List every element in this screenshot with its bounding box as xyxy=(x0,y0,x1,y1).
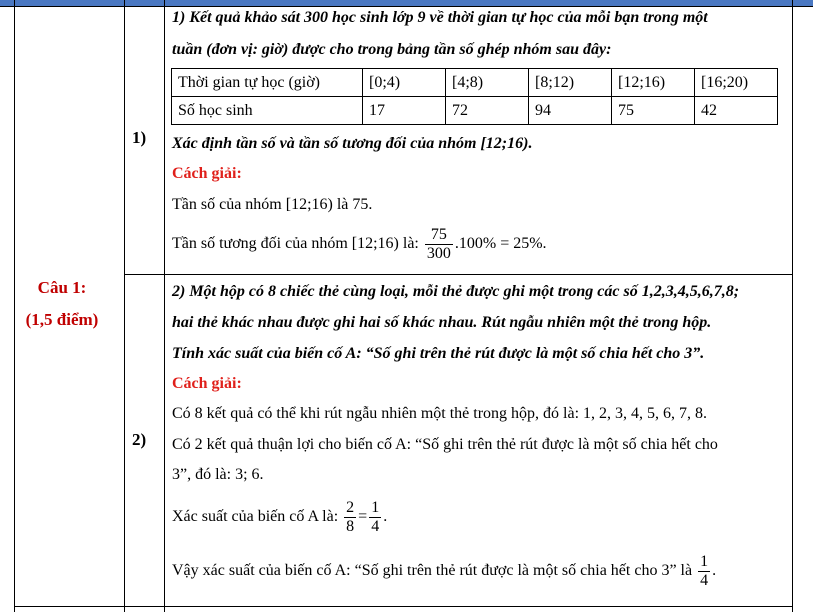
question-score: (1,5 điểm) xyxy=(25,310,99,329)
fraction-75-300: $\frac{75}{300}$ xyxy=(426,225,451,262)
part-2-solution-label: Cách giải: xyxy=(172,375,242,392)
part-2-question-line-3: Tính xác suất của biến cố A: “Số ghi trên thẻ rút được là một số chia hết cho 3”. xyxy=(172,345,705,362)
part-1-solution-label: Cách giải: xyxy=(172,165,242,182)
table-cell: [0;4) xyxy=(363,69,446,97)
part-1-solution-2: Tần số tương đối của nhóm [12;16) là: $\frac{75}{300}$ .100% = 25%. xyxy=(172,225,547,262)
part-2-solution-2-line-1: Có 2 kết quả thuận lợi cho biến cố A: “Số ghi trên thẻ rút được là một số chia hết cho xyxy=(172,436,718,453)
part-2-question-line-1: 2) Một hộp có 8 chiếc thẻ cùng loại, mỗi thẻ được ghi một trong các số 1,2,3,4,5,6,7,8; xyxy=(172,283,740,300)
fraction-1-4-final: $\frac{1}{4}$ xyxy=(700,552,709,589)
table-cell: 75 xyxy=(612,97,695,125)
part-2-solution-3: Xác suất của biến cố A là: $\frac{2}{8}$ = $\frac{1}{4}$ . xyxy=(172,498,388,535)
table-cell: 72 xyxy=(446,97,529,125)
table-cell: 94 xyxy=(529,97,612,125)
part-1-question-line-2: tuần (đơn vị: giờ) được cho trong bảng tần số ghép nhóm sau đây: xyxy=(172,41,612,58)
table-cell: Số học sinh xyxy=(172,97,363,125)
table-cell: [8;12) xyxy=(529,69,612,97)
table-cell: [4;8) xyxy=(446,69,529,97)
bottom-border xyxy=(14,606,792,607)
part-1-question-line-1: 1) Kết quả khảo sát 300 học sinh lớp 9 về thời gian tự học của mỗi bạn trong một xyxy=(172,9,708,26)
col-line-left xyxy=(14,0,15,612)
col-line-2 xyxy=(124,0,125,612)
part-2-solution-4: Vậy xác suất của biến cố A: “Số ghi trên thẻ rút được là một số chia hết cho 3” là $\frac{1}{4}$ . xyxy=(172,552,717,589)
col-line-3 xyxy=(164,0,165,612)
table-cell: [16;20) xyxy=(695,69,778,97)
table-row xyxy=(172,97,778,125)
part-2-solution-2-line-2: 3”, đó là: 3; 6. xyxy=(172,466,264,483)
row-divider xyxy=(124,274,792,275)
part-2-solution-1: Có 8 kết quả có thể khi rút ngẫu nhiên một thẻ trong hộp, đó là: 1, 2, 3, 4, 5, 6, 7, 8. xyxy=(172,405,708,422)
table-cell: [12;16) xyxy=(612,69,695,97)
table-cell: 17 xyxy=(363,97,446,125)
part-1-solution-1: Tần số của nhóm [12;16) là 75. xyxy=(172,196,373,213)
part-1-number: 1) xyxy=(132,128,147,147)
col-line-right xyxy=(792,0,793,612)
part-2-question-line-2: hai thẻ khác nhau được ghi hai số khác nhau. Rút ngẫu nhiên một thẻ trong hộp. xyxy=(172,314,712,331)
table-cell: Thời gian tự học (giờ) xyxy=(172,69,363,97)
fraction-2-8: $\frac{2}{8}$ xyxy=(346,498,355,535)
question-title: Câu 1: xyxy=(37,278,87,297)
table-cell: 42 xyxy=(695,97,778,125)
fraction-1-4: $\frac{1}{4}$ xyxy=(371,498,380,535)
frequency-table xyxy=(171,68,778,125)
part-1-task: Xác định tần số và tần số tương đối của nhóm [12;16). xyxy=(172,135,533,152)
table-row xyxy=(172,69,778,97)
part-2-number: 2) xyxy=(132,430,147,449)
